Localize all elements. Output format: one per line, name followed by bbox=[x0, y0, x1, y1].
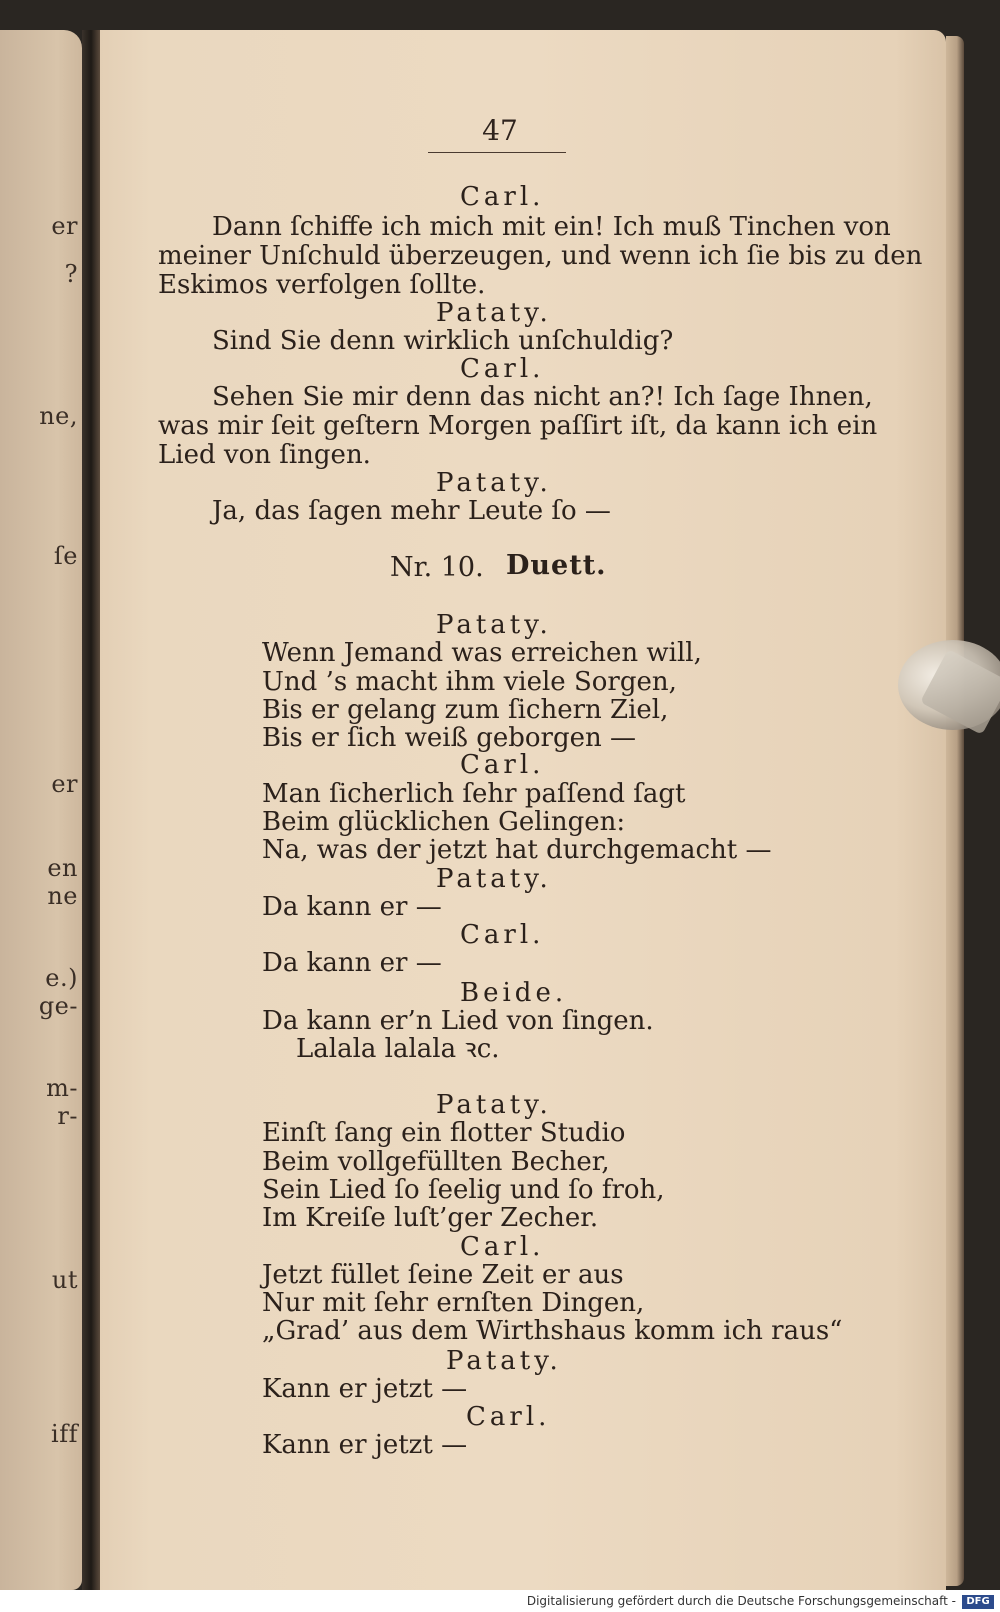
text-line: Dann ſchiffe ich mich mit ein! Ich muß Tinchen von bbox=[212, 212, 891, 242]
verse-line: Beim vollgefüllten Becher, bbox=[262, 1147, 610, 1177]
text-line: Ja, das ſagen mehr Leute ſo — bbox=[212, 496, 611, 526]
verse-line: Wenn Jemand was erreichen will, bbox=[262, 638, 702, 668]
verse-line: Na, was der jetzt hat durchgemacht — bbox=[262, 835, 772, 865]
verse-line: Im Kreiſe luſt’ger Zecher. bbox=[262, 1203, 599, 1233]
verse-line: Kann er jetzt — bbox=[262, 1374, 468, 1404]
fragment-text: ne, bbox=[39, 402, 78, 430]
verse-line: Bis er gelang zum ſichern Ziel, bbox=[262, 695, 669, 725]
section-number: Nr. 10. bbox=[390, 552, 484, 583]
facing-page-fragment bbox=[0, 30, 82, 1590]
speaker-name: Pataty. bbox=[436, 864, 552, 894]
page-edge bbox=[946, 36, 964, 1586]
footer-bar bbox=[0, 1590, 1000, 1612]
speaker-name: Carl. bbox=[460, 354, 545, 384]
verse-line: Da kann er — bbox=[262, 892, 442, 922]
speaker-name: Pataty. bbox=[436, 468, 552, 498]
text-line: Eskimos verfolgen ſollte. bbox=[158, 270, 486, 300]
fragment-text: ut bbox=[51, 1266, 78, 1294]
verse-line: Lalala lalala ꝛc. bbox=[296, 1034, 500, 1064]
verse-line: Und ’s macht ihm viele Sorgen, bbox=[262, 667, 677, 697]
verse-line: Bis er ſich weiß geborgen — bbox=[262, 723, 637, 753]
fragment-text: m- bbox=[46, 1074, 78, 1102]
fragment-text: er bbox=[51, 770, 78, 798]
fragment-text: r- bbox=[57, 1102, 78, 1130]
verse-line: Da kann er — bbox=[262, 948, 442, 978]
verse-line: Sein Lied ſo ſeelig und ſo froh, bbox=[262, 1175, 665, 1205]
speaker-name: Carl. bbox=[460, 920, 545, 950]
fragment-text: e.) bbox=[45, 964, 78, 992]
speaker-name: Beide. bbox=[460, 978, 568, 1008]
text-line: Lied von ſingen. bbox=[158, 440, 371, 470]
verse-line: Man ſicherlich ſehr paſſend ſagt bbox=[262, 779, 686, 809]
speaker-name: Carl. bbox=[466, 1402, 551, 1432]
speaker-name: Pataty. bbox=[436, 610, 552, 640]
speaker-name: Carl. bbox=[460, 750, 545, 780]
fragment-text: ? bbox=[64, 260, 78, 288]
fragment-text: ge- bbox=[38, 992, 78, 1020]
book-gutter bbox=[82, 30, 100, 1590]
text-line: was mir ſeit geſtern Morgen paſſirt iſt, da kann ich ein bbox=[158, 411, 878, 441]
fragment-text: er bbox=[51, 212, 78, 240]
verse-line: Nur mit ſehr ernſten Dingen, bbox=[262, 1288, 645, 1318]
speaker-name: Carl. bbox=[460, 182, 545, 212]
speaker-name: Pataty. bbox=[446, 1346, 562, 1376]
text-line: Sehen Sie mir denn das nicht an?! Ich ſage Ihnen, bbox=[212, 382, 873, 412]
footer-credit: Digitalisierung gefördert durch die Deutsche Forschungsgemeinschaft - bbox=[526, 1594, 956, 1608]
verse-line: Da kann er’n Lied von ſingen. bbox=[262, 1006, 654, 1036]
dfg-logo: DFG bbox=[962, 1595, 994, 1609]
fragment-text: ſe bbox=[53, 542, 78, 570]
fragment-text: iff bbox=[51, 1420, 78, 1448]
text-line: meiner Unſchuld überzeugen, und wenn ich ſie bis zu den bbox=[158, 241, 923, 271]
speaker-name: Pataty. bbox=[436, 1090, 552, 1120]
header-rule bbox=[428, 152, 566, 153]
speaker-name: Pataty. bbox=[436, 298, 552, 328]
verse-line: Kann er jetzt — bbox=[262, 1430, 468, 1460]
verse-line: Einſt ſang ein flotter Studio bbox=[262, 1118, 626, 1148]
page-number: 47 bbox=[482, 114, 518, 147]
section-title: Duett. bbox=[506, 550, 607, 581]
verse-line: Jetzt füllet ſeine Zeit er aus bbox=[262, 1260, 624, 1290]
speaker-name: Carl. bbox=[460, 1232, 545, 1262]
verse-line: „Grad’ aus dem Wirthshaus komm ich raus“ bbox=[262, 1316, 843, 1346]
text-line: Sind Sie denn wirklich unſchuldig? bbox=[212, 326, 674, 356]
fragment-text: en bbox=[47, 854, 78, 882]
verse-line: Beim glücklichen Gelingen: bbox=[262, 807, 626, 837]
fragment-text: ne bbox=[47, 882, 78, 910]
